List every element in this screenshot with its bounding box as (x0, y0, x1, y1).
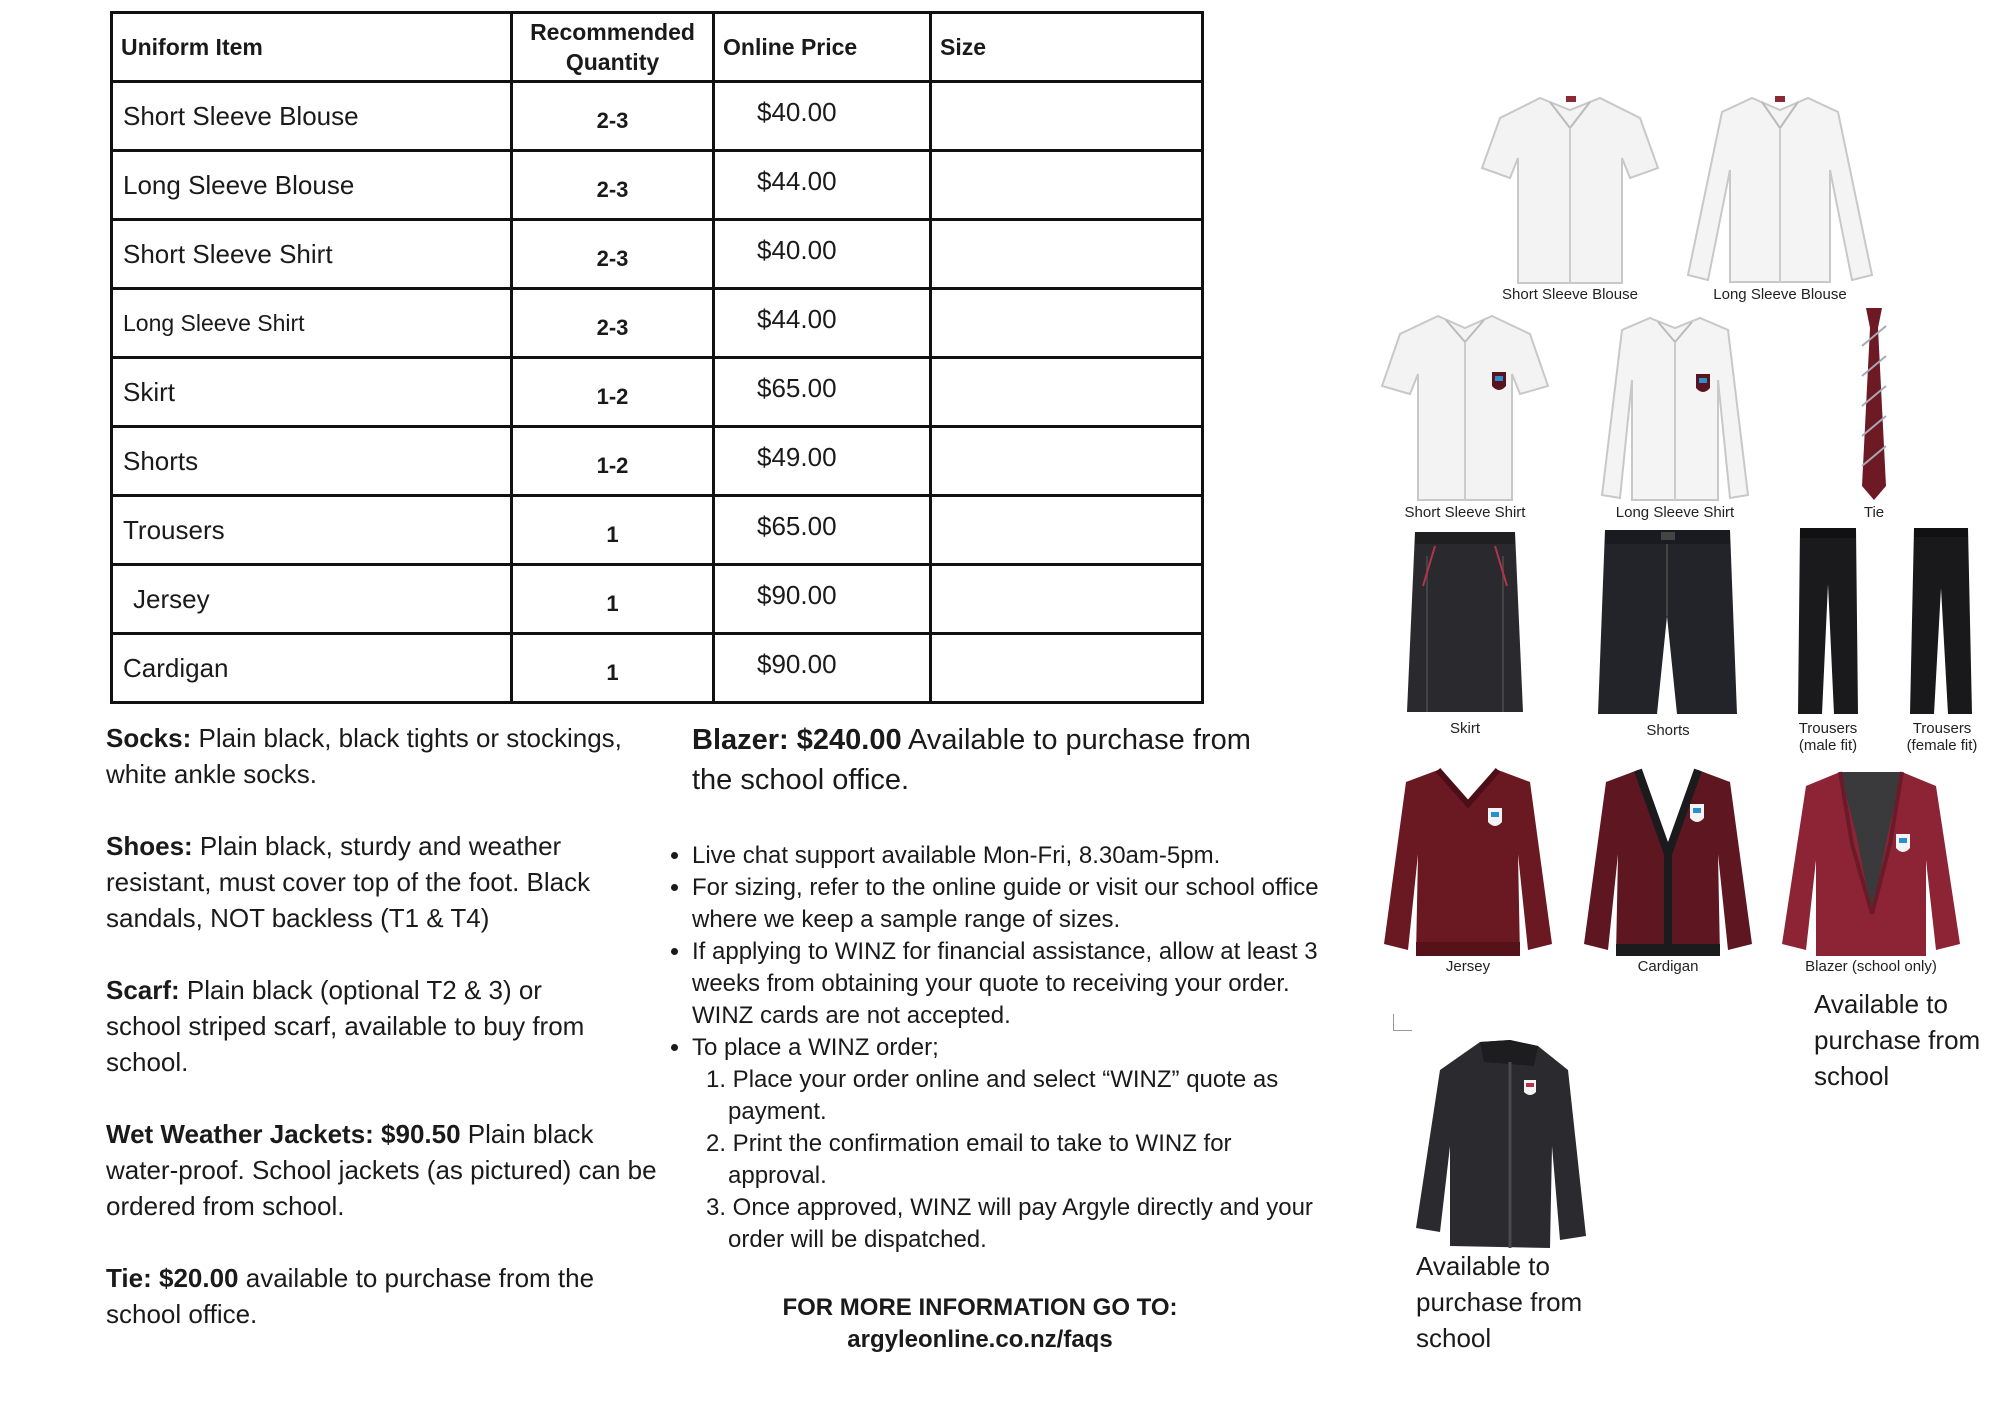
note-tie (106, 1260, 666, 1332)
note-scarf (106, 972, 586, 1080)
uniform-notes (106, 720, 666, 1368)
row-price: $40.00 (714, 220, 931, 289)
blazer-availability-note (1814, 986, 1980, 1094)
list-item: • For sizing, refer to the online guide or visit our school office where we keep a sample range of sizes. (692, 872, 1332, 936)
blazer-note (692, 720, 1252, 800)
row-price: $90.00 (714, 565, 931, 634)
row-item: Long Sleeve Blouse (112, 151, 512, 220)
note-socks-label: Socks: (106, 723, 192, 753)
table-row (112, 634, 1203, 703)
shorts-image (1595, 524, 1740, 718)
ordering-info-list (660, 840, 1332, 1256)
winz-step: 2. Print the confirmation email to take to WINZ for approval. (706, 1130, 1232, 1189)
row-size-cell[interactable] (931, 220, 1203, 289)
note-scarf-text: Plain black (optional T2 & 3) or school striped scarf, available to buy from school. (106, 975, 585, 1077)
row-price: $65.00 (714, 496, 931, 565)
table-row (112, 565, 1203, 634)
caption-long-sleeve-blouse: Long Sleeve Blouse (1713, 286, 1847, 303)
caption-trousers-female-line2: (female fit) (1906, 737, 1978, 754)
note-jackets-text: Plain black water-proof. School jackets (as pictured) can be ordered from school. (106, 1119, 657, 1221)
header-recommended-quantity (512, 13, 714, 82)
table-header-row (112, 13, 1203, 82)
cardigan-image (1580, 764, 1756, 960)
table-row (112, 151, 1203, 220)
caption-trousers-male-line2: (male fit) (1798, 737, 1858, 754)
row-item: Trousers (112, 496, 512, 565)
row-quantity: 2-3 (512, 151, 714, 220)
header-uniform-item: Uniform Item (112, 13, 512, 82)
table-row (112, 427, 1203, 496)
row-size-cell[interactable] (931, 289, 1203, 358)
row-size-cell[interactable] (931, 151, 1203, 220)
caption-trousers-female (1900, 720, 1984, 754)
blazer-availability-line: purchase from (1814, 1025, 1981, 1055)
table-row (112, 496, 1203, 565)
header-qty-line1: Recommended (530, 19, 695, 45)
row-quantity: 2-3 (512, 82, 714, 151)
row-quantity: 1 (512, 634, 714, 703)
row-item: Long Sleeve Shirt (112, 289, 512, 358)
note-shoes-label: Shoes: (106, 831, 193, 861)
blazer-availability-line: school (1814, 1061, 1890, 1091)
row-size-cell[interactable] (931, 358, 1203, 427)
more-info (700, 1292, 1260, 1356)
more-info-heading: FOR MORE INFORMATION GO TO: (782, 1294, 1178, 1321)
row-price: $44.00 (714, 151, 931, 220)
uniform-price-table (110, 11, 1204, 704)
row-quantity: 1-2 (512, 358, 714, 427)
short-sleeve-shirt-image (1380, 308, 1550, 502)
wet-weather-jacket-image (1410, 1036, 1600, 1250)
trousers-male-image (1796, 524, 1860, 718)
blazer-availability-line: Available to (1814, 989, 1948, 1019)
winz-step: 3. Once approved, WINZ will pay Argyle directly and your order will be dispatched. (706, 1194, 1313, 1253)
row-price: $40.00 (714, 82, 931, 151)
caption-cardigan: Cardigan (1637, 958, 1699, 975)
caption-skirt: Skirt (1450, 720, 1480, 737)
caption-trousers-female-line1: Trousers (1912, 720, 1972, 737)
row-quantity: 2-3 (512, 220, 714, 289)
row-quantity: 2-3 (512, 289, 714, 358)
jacket-availability-line: Available to (1416, 1251, 1550, 1281)
row-size-cell[interactable] (931, 82, 1203, 151)
blazer-note-text: Available to purchase from the school office. (692, 724, 1251, 796)
winz-order-heading: To place a WINZ order; (692, 1034, 939, 1061)
note-shoes-text: Plain black, sturdy and weather resistant, must cover top of the foot. Black sandals, NOT backless (T1 & T4) (106, 831, 591, 933)
row-item: Cardigan (112, 634, 512, 703)
caption-tie: Tie (1863, 504, 1885, 521)
list-item (692, 1032, 1332, 1256)
row-size-cell[interactable] (931, 427, 1203, 496)
table-row (112, 289, 1203, 358)
list-item: • Live chat support available Mon-Fri, 8.30am-5pm. (692, 840, 1332, 872)
note-scarf-label: Scarf: (106, 975, 180, 1005)
row-quantity: 1-2 (512, 427, 714, 496)
jacket-availability-line: purchase from (1416, 1287, 1583, 1317)
skirt-image (1405, 526, 1525, 718)
row-size-cell[interactable] (931, 496, 1203, 565)
caption-trousers-male-line1: Trousers (1798, 720, 1858, 737)
row-size-cell[interactable] (931, 565, 1203, 634)
table-row (112, 358, 1203, 427)
note-socks-text: Plain black, black tights or stockings, white ankle socks. (106, 723, 622, 789)
trousers-female-image (1908, 524, 1974, 718)
row-item: Shorts (112, 427, 512, 496)
row-price: $49.00 (714, 427, 931, 496)
list-item: • If applying to WINZ for financial assistance, allow at least 3 weeks from obtaining your quote to receiving your order. WINZ cards are not accepted. (692, 936, 1332, 1032)
caption-shorts: Shorts (1646, 722, 1690, 739)
row-price: $44.00 (714, 289, 931, 358)
row-item: Skirt (112, 358, 512, 427)
row-size-cell[interactable] (931, 634, 1203, 703)
row-price: $65.00 (714, 358, 931, 427)
caption-long-sleeve-shirt: Long Sleeve Shirt (1615, 504, 1735, 521)
winz-steps (692, 1064, 1332, 1256)
note-tie-text: available to purchase from the school office. (106, 1263, 595, 1329)
row-quantity: 1 (512, 565, 714, 634)
note-shoes (106, 828, 666, 936)
tie-image (1860, 306, 1888, 502)
note-tie-label: Tie: $20.00 (106, 1263, 239, 1293)
header-size: Size (931, 13, 1203, 82)
blazer-image (1780, 764, 1962, 960)
caption-trousers-male (1788, 720, 1868, 754)
caption-blazer: Blazer (school only) (1805, 958, 1937, 975)
long-sleeve-shirt-image (1600, 310, 1750, 502)
blazer-note-label: Blazer: $240.00 (692, 724, 902, 756)
image-placeholder-corner (1393, 1014, 1412, 1031)
note-jackets-label: Wet Weather Jackets: $90.50 (106, 1119, 461, 1149)
short-sleeve-blouse-image (1470, 88, 1670, 288)
table-row (112, 220, 1203, 289)
jersey-image (1380, 764, 1556, 960)
caption-jersey: Jersey (1445, 958, 1491, 975)
winz-step: 1. Place your order online and select “WINZ” quote as payment. (706, 1066, 1279, 1125)
caption-short-sleeve-shirt: Short Sleeve Shirt (1404, 504, 1526, 521)
jacket-availability-note (1416, 1248, 1582, 1356)
table-row (112, 82, 1203, 151)
row-item: Jersey (112, 565, 512, 634)
note-wet-weather-jackets (106, 1116, 666, 1224)
row-item: Short Sleeve Blouse (112, 82, 512, 151)
long-sleeve-blouse-image (1680, 90, 1880, 286)
jacket-availability-line: school (1416, 1323, 1492, 1353)
caption-short-sleeve-blouse: Short Sleeve Blouse (1502, 286, 1638, 303)
faq-link[interactable]: argyleonline.co.nz/faqs (847, 1326, 1113, 1353)
header-qty-line2: Quantity (565, 49, 660, 75)
header-online-price: Online Price (714, 13, 931, 82)
row-quantity: 1 (512, 496, 714, 565)
row-price: $90.00 (714, 634, 931, 703)
row-item: Short Sleeve Shirt (112, 220, 512, 289)
note-socks (106, 720, 666, 792)
